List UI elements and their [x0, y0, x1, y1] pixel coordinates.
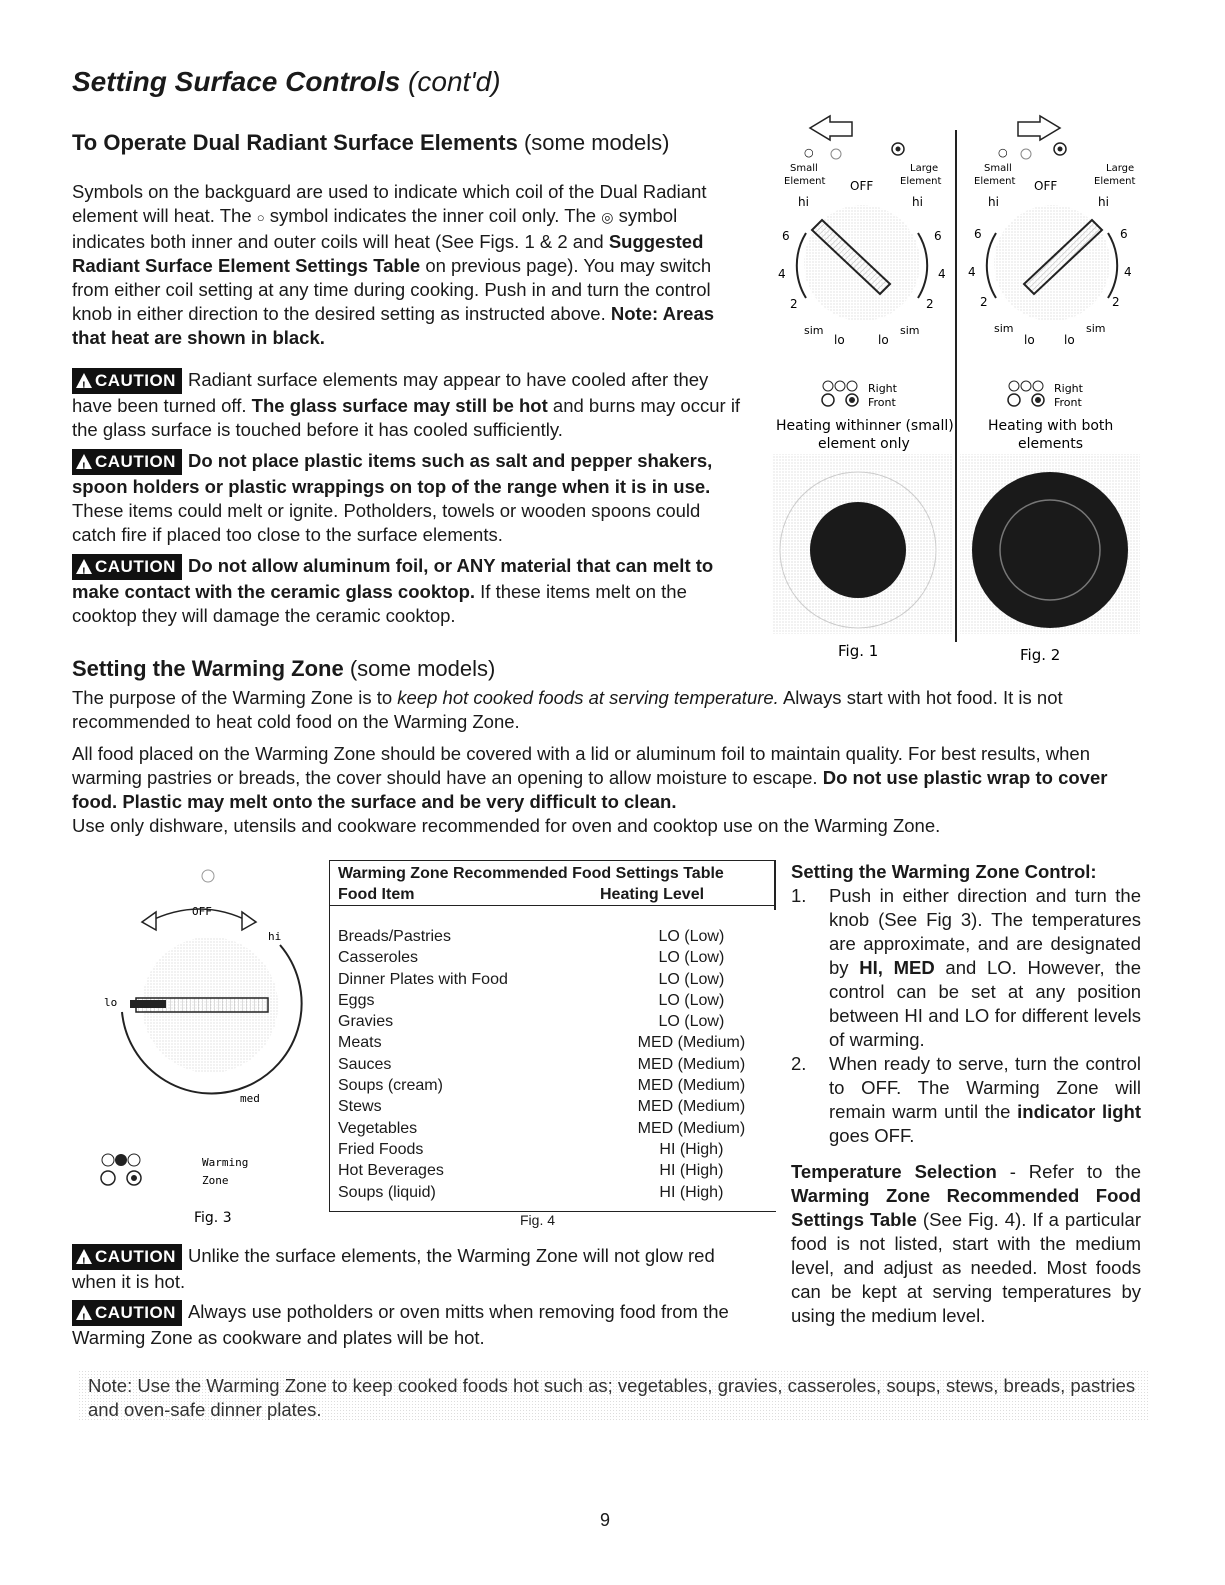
- caution-1-tail: and burns may occur if the glass surface is touched before it has cooled sufficiently.: [72, 395, 741, 440]
- warming-p1-b: Always start with hot food. It is not recommended to heat cold food on the Warming Zone.: [72, 687, 1063, 732]
- fig1-4-left: 4: [778, 267, 786, 281]
- warning-icon: [76, 1249, 92, 1264]
- dr-text-a: Symbols on the backguard are used to indicate which coil of the Dual Radiant element will heat. The: [72, 181, 707, 226]
- caution-2-bold: Do not place plastic items such as salt and pepper shakers, spoon holders or plastic wrappings on top of the range when it is in use.: [72, 450, 713, 497]
- fig1-off-label: OFF: [850, 179, 874, 193]
- fig1-4-right: 4: [938, 267, 946, 281]
- fig2-both-elements: [972, 472, 1128, 628]
- fig1-large-label: Large: [910, 163, 939, 174]
- heating-level-cell: HI (High): [659, 1140, 724, 1158]
- fig2-4-left: 4: [968, 265, 976, 279]
- caution-badge: [72, 1300, 182, 1326]
- caution-badge: [72, 554, 182, 580]
- table-col-heating-level: Heating Level: [600, 886, 705, 903]
- fig1-inner-element: [810, 502, 906, 598]
- warming-heading: [72, 656, 495, 682]
- table-col-food-item: Food Item: [338, 886, 415, 903]
- dr-text-d: on previous page). You may switch from either coil setting at any time during cooking. Push in and turn the control knob in either direction to the desired setting as instructed above.: [72, 255, 712, 324]
- heating-level-cell: LO (Low): [658, 991, 725, 1009]
- caution-1: [72, 368, 744, 442]
- fig2-lo-left: lo: [1024, 333, 1035, 347]
- food-item-cell: Hot Beverages: [338, 1162, 444, 1180]
- fig2-element-label-2: Element: [1094, 176, 1136, 187]
- food-item-cell: Breads/Pastries: [338, 928, 451, 945]
- caution-4-text: Unlike the surface elements, the Warming Zone will not glow red when it is hot.: [72, 1245, 715, 1292]
- heating-level-cell: MED (Medium): [637, 1119, 746, 1137]
- inner-coil-symbol-icon: ○: [256, 210, 265, 225]
- food-item-cell: Dinner Plates with Food: [338, 970, 508, 988]
- fig1-sim-right: sim: [900, 324, 920, 337]
- fig3-zone-label: Zone: [202, 1174, 229, 1187]
- caution-label: CAUTION: [95, 1303, 176, 1322]
- control-heading: Setting the Warming Zone Control:: [791, 861, 1097, 882]
- fig1-6-right: 6: [934, 229, 942, 243]
- fig2-small-label: Small: [984, 163, 1012, 174]
- table-row: [330, 1011, 776, 1032]
- food-item-cell: Casseroles: [338, 949, 419, 967]
- heating-level-cell: MED (Medium): [637, 1098, 746, 1116]
- fig3-lo-label: lo: [104, 996, 118, 1009]
- food-item-cell: Stews: [338, 1098, 382, 1116]
- table-row: [330, 990, 776, 1011]
- caution-5: [72, 1300, 762, 1350]
- fig2-right-label: Right: [1054, 382, 1083, 395]
- food-item-cell: Sauces: [338, 1055, 392, 1073]
- heating-level-cell: MED (Medium): [637, 1055, 746, 1073]
- dr-text-b: symbol indicates the inner coil only. The: [269, 205, 597, 226]
- fig3-hi-label: hi: [268, 930, 282, 943]
- fig1-right-label: Right: [868, 382, 897, 395]
- fig3-off-label: OFF: [192, 905, 212, 918]
- step-2-number: 2.: [791, 1053, 807, 1074]
- caution-3: [72, 554, 744, 628]
- fig3-warming-dial: [90, 860, 310, 1230]
- turn-left-arrow-icon: [810, 116, 852, 140]
- heating-level-cell: HI (High): [659, 1162, 724, 1180]
- fig2-front-label: Front: [1054, 396, 1082, 409]
- warming-p2-a: All food placed on the Warming Zone should be covered with a lid or aluminum foil to maintain quality. For best results, when warming pastries or breads, the cover should have an opening to allow moisture to escape.: [72, 743, 1091, 788]
- heating-level-cell: LO (Low): [658, 1013, 725, 1031]
- warming-p1-a: The purpose of the Warming Zone is to: [72, 687, 393, 708]
- fig1-label: Fig. 1: [838, 642, 879, 660]
- dual-radiant-figures: [770, 108, 1150, 668]
- food-item-cell: Soups (cream): [338, 1077, 443, 1095]
- page-title-suffix: (cont'd): [408, 66, 501, 97]
- step-1-text-a: Push in either direction and turn the knob (See Fig 3). The temperatures are approximate, and are designated by: [829, 885, 1141, 978]
- step-2-text-a: When ready to serve, turn the control to OFF. The Warming Zone will remain warm until the: [829, 1053, 1141, 1122]
- table-header: [330, 885, 776, 906]
- temp-text-a: - Refer to the: [1009, 1161, 1141, 1182]
- fig1-caption-1: Heating withinner (small): [776, 418, 954, 434]
- caution-badge: [72, 1244, 182, 1270]
- small-symbol-icon: ○: [998, 146, 1008, 159]
- dual-radiant-heading: [72, 130, 669, 156]
- dual-coil-symbol-icon: ◎: [601, 209, 614, 225]
- food-item-cell: Soups (liquid): [338, 1183, 436, 1201]
- fig2-6-left: 6: [974, 227, 982, 241]
- heating-level-cell: LO (Low): [658, 970, 725, 988]
- heating-level-cell: HI (High): [659, 1183, 724, 1201]
- warning-icon: [76, 1305, 92, 1320]
- fig2-sim-left: sim: [994, 322, 1014, 335]
- fig1-indicator: [822, 381, 898, 409]
- fig1-element-label-2: Element: [900, 176, 942, 187]
- table-row: [330, 1139, 776, 1160]
- dual-radiant-heading-suffix: (some models): [523, 130, 670, 155]
- fig1-lo-left: lo: [834, 333, 845, 347]
- dr-text-c: symbol indicates both inner and outer coils will heat (See Figs. 1 & 2 and: [72, 205, 678, 252]
- fig2-caption-1: Heating with both: [988, 418, 1114, 434]
- warming-table-box: [329, 860, 776, 1212]
- heating-level-cell: MED (Medium): [637, 1077, 746, 1095]
- heating-level-cell: MED (Medium): [637, 1034, 746, 1052]
- caution-label: CAUTION: [95, 1247, 176, 1266]
- caution-4: [72, 1244, 762, 1294]
- step-1-bold: HI, MED: [859, 957, 935, 978]
- fig1-element-label: Element: [784, 176, 826, 187]
- table-row: [330, 1054, 776, 1075]
- temp-bold-1: Temperature Selection: [791, 1161, 997, 1182]
- control-step-2: [791, 1052, 1141, 1148]
- warming-heading-suffix: (some models): [349, 656, 496, 681]
- warming-p1-italic: keep hot cooked foods at serving temperature.: [397, 687, 779, 708]
- warning-icon: [76, 373, 92, 388]
- warning-icon: [76, 559, 92, 574]
- table-row: [330, 969, 776, 990]
- fig3-label: Fig. 3: [194, 1210, 232, 1226]
- fig3-warming-label: Warming: [202, 1156, 249, 1169]
- caution-1-bold: The glass surface may still be hot: [251, 395, 548, 416]
- fig1-2-left: 2: [790, 297, 798, 311]
- caution-2: [72, 449, 744, 547]
- dual-radiant-paragraph: [72, 180, 744, 350]
- fig1-small-label: Small: [790, 163, 818, 174]
- step-2-text-b: goes OFF.: [829, 1125, 915, 1146]
- caution-label: CAUTION: [95, 452, 176, 471]
- step-2-bold: indicator light: [1017, 1101, 1141, 1122]
- warning-icon: [76, 454, 92, 469]
- fig2-sim-right: sim: [1086, 322, 1106, 335]
- fig2-2-left: 2: [980, 295, 988, 309]
- fig2-4-right: 4: [1124, 265, 1132, 279]
- dual-radiant-heading-text: To Operate Dual Radiant Surface Elements: [72, 130, 518, 155]
- dr-bold-2: Note: Areas that heat are shown in black.: [72, 303, 715, 348]
- fig1-6-left: 6: [782, 229, 790, 243]
- caution-2-text: These items could melt or ignite. Potholders, towels or wooden spoons could catch fire if placed too close to the surface elements.: [72, 500, 701, 545]
- fig1-hi-left: hi: [798, 195, 809, 209]
- temp-bold-2: Warming Zone Recommended Food Settings Table: [791, 1185, 1141, 1230]
- fig1-2-right: 2: [926, 297, 934, 311]
- fig1-sim-left: sim: [804, 324, 824, 337]
- page-title-main: Setting Surface Controls: [72, 66, 401, 97]
- dr-bold-1: Suggested Radiant Surface Element Settings Table: [72, 231, 704, 276]
- fig2-hi-left: hi: [988, 195, 999, 209]
- note-text: Note: Use the Warming Zone to keep cooked foods hot such as; vegetables, gravies, casseroles, soups, stews, breads, pastries and oven-safe dinner plates.: [88, 1375, 1136, 1420]
- caution-label: CAUTION: [95, 557, 176, 576]
- warming-paragraph-1: [72, 686, 1147, 734]
- caution-label: CAUTION: [95, 371, 176, 390]
- indicator-light-icon: [202, 870, 214, 882]
- food-item-cell: Vegetables: [338, 1119, 418, 1137]
- fig2-dial: [968, 116, 1135, 347]
- fig1-lo-right: lo: [878, 333, 889, 347]
- step-1-text-b: and LO. However, the control can be set at any position between HI and LO for different levels of warming.: [829, 957, 1142, 1050]
- warming-p2-bold: Do not use plastic wrap to cover food. Plastic may melt onto the surface and be very difficult to clean.: [72, 767, 1108, 812]
- fig2-lo-right: lo: [1064, 333, 1075, 347]
- page-number: 9: [600, 1510, 611, 1530]
- warming-paragraph-2: [72, 742, 1147, 814]
- table-row: [330, 1160, 776, 1181]
- table-right-edge: [774, 860, 776, 910]
- control-step-1: [791, 884, 1141, 1052]
- heating-level-cell: LO (Low): [658, 949, 725, 967]
- warming-paragraph-3: Use only dishware, utensils and cookware recommended for oven and cooktop use on the Warming Zone.: [72, 815, 941, 836]
- caution-3-text: If these items melt on the cooktop they will damage the ceramic cooktop.: [72, 581, 687, 626]
- fig2-element-label: Element: [974, 176, 1016, 187]
- fig1-hi-right: hi: [912, 195, 923, 209]
- fig2-caption-2: elements: [1018, 436, 1084, 452]
- heating-level-cell: LO (Low): [658, 928, 725, 945]
- caution-5-text: Always use potholders or oven mitts when removing food from the Warming Zone as cookware and plates will be hot.: [72, 1301, 729, 1348]
- table-row: [330, 926, 776, 947]
- small-symbol-icon: ○: [804, 146, 814, 159]
- control-instructions: [791, 860, 1141, 1328]
- food-item-cell: Eggs: [338, 991, 375, 1009]
- warming-heading-text: Setting the Warming Zone: [72, 656, 344, 681]
- fig4-label: Fig. 4: [520, 1212, 556, 1228]
- fig2-6-right: 6: [1120, 227, 1128, 241]
- fig2-hi-right: hi: [1098, 195, 1109, 209]
- page-title: [72, 66, 501, 98]
- temp-text-b: (See Fig. 4). If a particular food is not listed, start with the medium level, and adjust as needed. Most foods can be kept at serving temperatures by using the medium level.: [791, 1209, 1141, 1326]
- caution-badge: [72, 368, 182, 394]
- fig2-label: Fig. 2: [1020, 646, 1061, 664]
- table-row: [330, 1032, 776, 1053]
- fig2-off-label: OFF: [1034, 179, 1058, 193]
- fig1-dial: [778, 116, 946, 347]
- fig3-med-label: med: [240, 1092, 260, 1105]
- warming-table: [330, 926, 776, 1203]
- food-item-cell: Meats: [338, 1034, 382, 1052]
- fig2-indicator: [1008, 381, 1084, 409]
- caution-3-bold: Do not allow aluminum foil, or ANY material that can melt to make contact with the ceramic glass cooktop.: [72, 555, 714, 602]
- fig2-2-right: 2: [1112, 295, 1120, 309]
- caution-badge: [72, 449, 182, 475]
- fig2-large-label: Large: [1106, 163, 1135, 174]
- fig1-front-label: Front: [868, 396, 896, 409]
- turn-right-arrow-icon: [1018, 116, 1060, 140]
- table-title: Warming Zone Recommended Food Settings Table: [338, 865, 724, 882]
- note-box: [78, 1370, 1148, 1420]
- food-item-cell: Gravies: [338, 1013, 394, 1031]
- step-1-number: 1.: [791, 885, 807, 906]
- table-row: [330, 947, 776, 968]
- table-row: [330, 1096, 776, 1117]
- temperature-selection: [791, 1160, 1141, 1328]
- fig1-caption-2: element only: [818, 436, 910, 452]
- caution-1-text: Radiant surface elements may appear to have cooled after they have been turned off.: [72, 369, 709, 416]
- table-row: [330, 1182, 776, 1203]
- table-row: [330, 1118, 776, 1139]
- food-item-cell: Fried Foods: [338, 1140, 424, 1158]
- table-row: [330, 1075, 776, 1096]
